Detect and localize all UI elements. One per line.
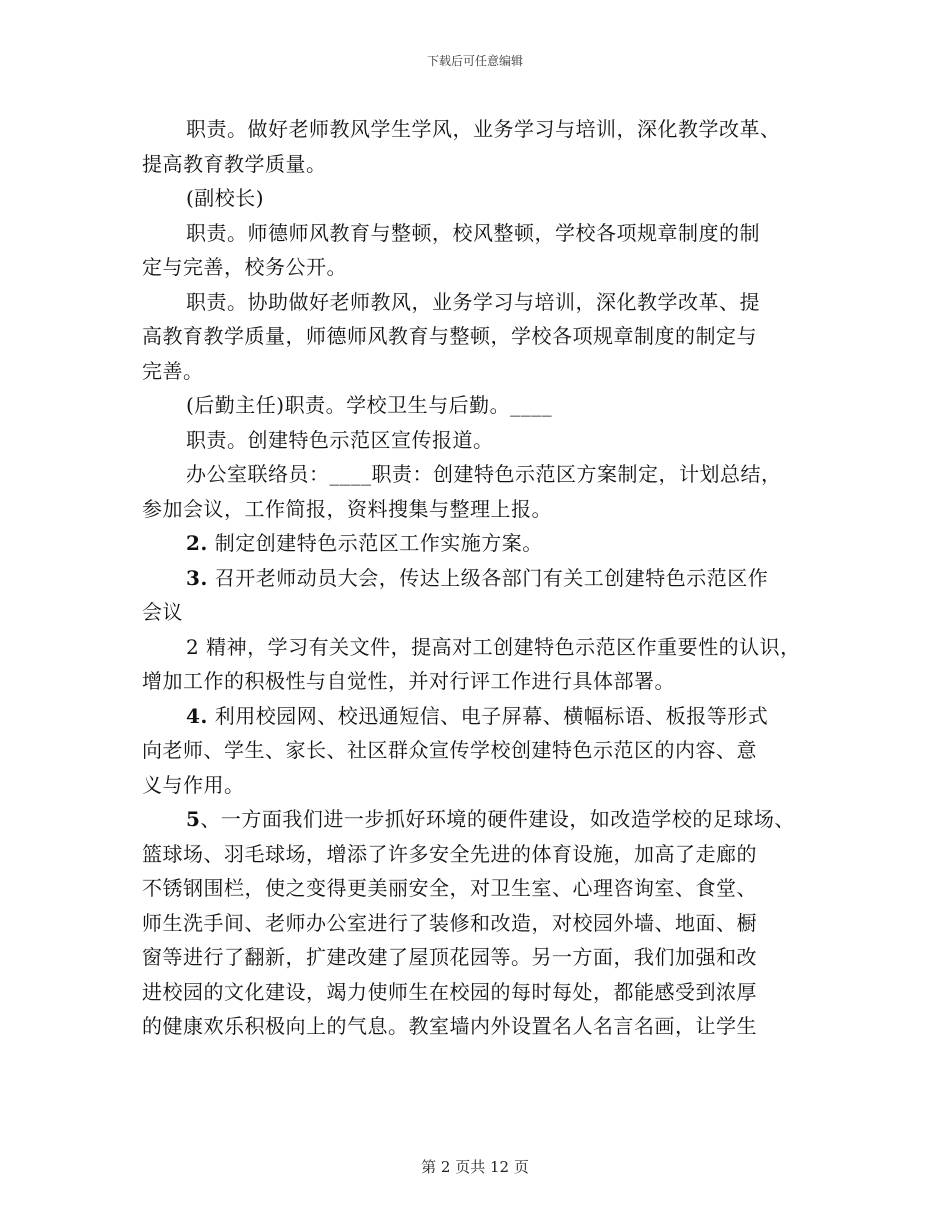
text-line: [142, 492, 842, 527]
line-text: 向老师、学生、家长、社区群众宣传学校创建特色示范区的内容、意: [142, 738, 757, 762]
list-number: 4.: [186, 703, 208, 728]
line-text: 利用校园网、校迅通短信、电子屏幕、横幅标语、板报等形式: [207, 703, 769, 728]
text-line: [142, 837, 842, 872]
line-text: 的健康欢乐积极向上的气息。教室墙内外设置名人名言名画，让学生: [142, 1014, 757, 1038]
line-text: 不锈钢围栏，使之变得更美丽安全，对卫生室、心理咨询室、食堂、: [142, 876, 757, 900]
text-line: [142, 595, 842, 630]
text-line: [142, 216, 842, 251]
page-header: 下载后可任意编辑: [426, 54, 523, 68]
text-line: [142, 940, 842, 975]
line-text: (后勤主任)职责。学校卫生与后勤。____: [186, 393, 553, 417]
text-line: [142, 871, 842, 906]
line-text: 职责。协助做好老师教风，业务学习与培训，深化教学改革、提: [186, 289, 760, 314]
line-text: 增加工作的积极性与自觉性，并对行评工作进行具体部署。: [142, 669, 675, 693]
line-text: 、一方面我们进一步抓好环境的硬件建设，如改造学校的足球场、: [200, 807, 795, 831]
line-text: 完善。: [142, 358, 204, 383]
line-text: (副校长): [186, 186, 265, 210]
text-line: [142, 319, 842, 354]
text-line: [142, 526, 842, 561]
text-line: [142, 975, 842, 1010]
text-line: [142, 664, 842, 699]
list-number: 2.: [186, 531, 208, 555]
list-number: 5: [186, 807, 201, 831]
text-line: [142, 699, 842, 734]
text-line: [142, 388, 842, 423]
line-text: 职责。创建特色示范区宣传报道。: [186, 427, 494, 452]
line-text: 制定创建特色示范区工作实施方案。: [207, 531, 543, 555]
line-text: 义与作用。: [142, 772, 245, 797]
line-text: 办公室联络员：____职责：创建特色示范区方案制定，计划总结，: [186, 462, 782, 486]
text-line: [142, 147, 842, 182]
line-text: 篮球场、羽毛球场，增添了许多安全先进的体育设施，加高了走廊的: [142, 841, 757, 866]
text-line: [142, 285, 842, 320]
list-number: 3.: [186, 565, 208, 590]
page-footer: 第 2 页共 12 页: [421, 1158, 529, 1176]
text-line: [142, 112, 842, 147]
text-line: [142, 906, 842, 941]
line-text: 职责。师德师风教育与整顿，校风整顿，学校各项规章制度的制: [186, 220, 760, 245]
line-text: 窗等进行了翻新，扩建改建了屋顶花园等。另一方面，我们加强和改: [142, 945, 757, 969]
line-text: 职责。做好老师教风学生学风，业务学习与培训，深化教学改革、: [186, 117, 781, 141]
line-text: 会议: [142, 600, 183, 624]
line-text: 进校园的文化建设，竭力使师生在校园的每时每处，都能感受到浓厚: [142, 979, 757, 1004]
text-line: [142, 733, 842, 768]
text-line: [142, 1009, 842, 1044]
text-line: [142, 561, 842, 596]
line-text: 高教育教学质量，师德师风教育与整顿，学校各项规章制度的制定与: [142, 324, 757, 348]
text-line: [142, 802, 842, 837]
text-line: [142, 181, 842, 216]
text-line: [142, 250, 842, 285]
line-text: 2 精神，学习有关文件，提高对工创建特色示范区作重要性的认识，: [186, 634, 801, 659]
line-text: 师生洗手间、老师办公室进行了装修和改造，对校园外墙、地面、橱: [142, 910, 757, 935]
text-line: [142, 354, 842, 389]
document-body: [142, 112, 842, 1044]
line-text: 参加会议，工作简报，资料搜集与整理上报。: [142, 496, 552, 521]
line-text: 召开老师动员大会，传达上级各部门有关工创建特色示范区作: [207, 565, 769, 590]
line-text: 提高教育教学质量。: [142, 151, 327, 176]
text-line: [142, 457, 842, 492]
line-text: 定与完善，校务公开。: [142, 255, 347, 279]
text-line: [142, 423, 842, 458]
text-line: [142, 768, 842, 803]
text-line: [142, 630, 842, 665]
